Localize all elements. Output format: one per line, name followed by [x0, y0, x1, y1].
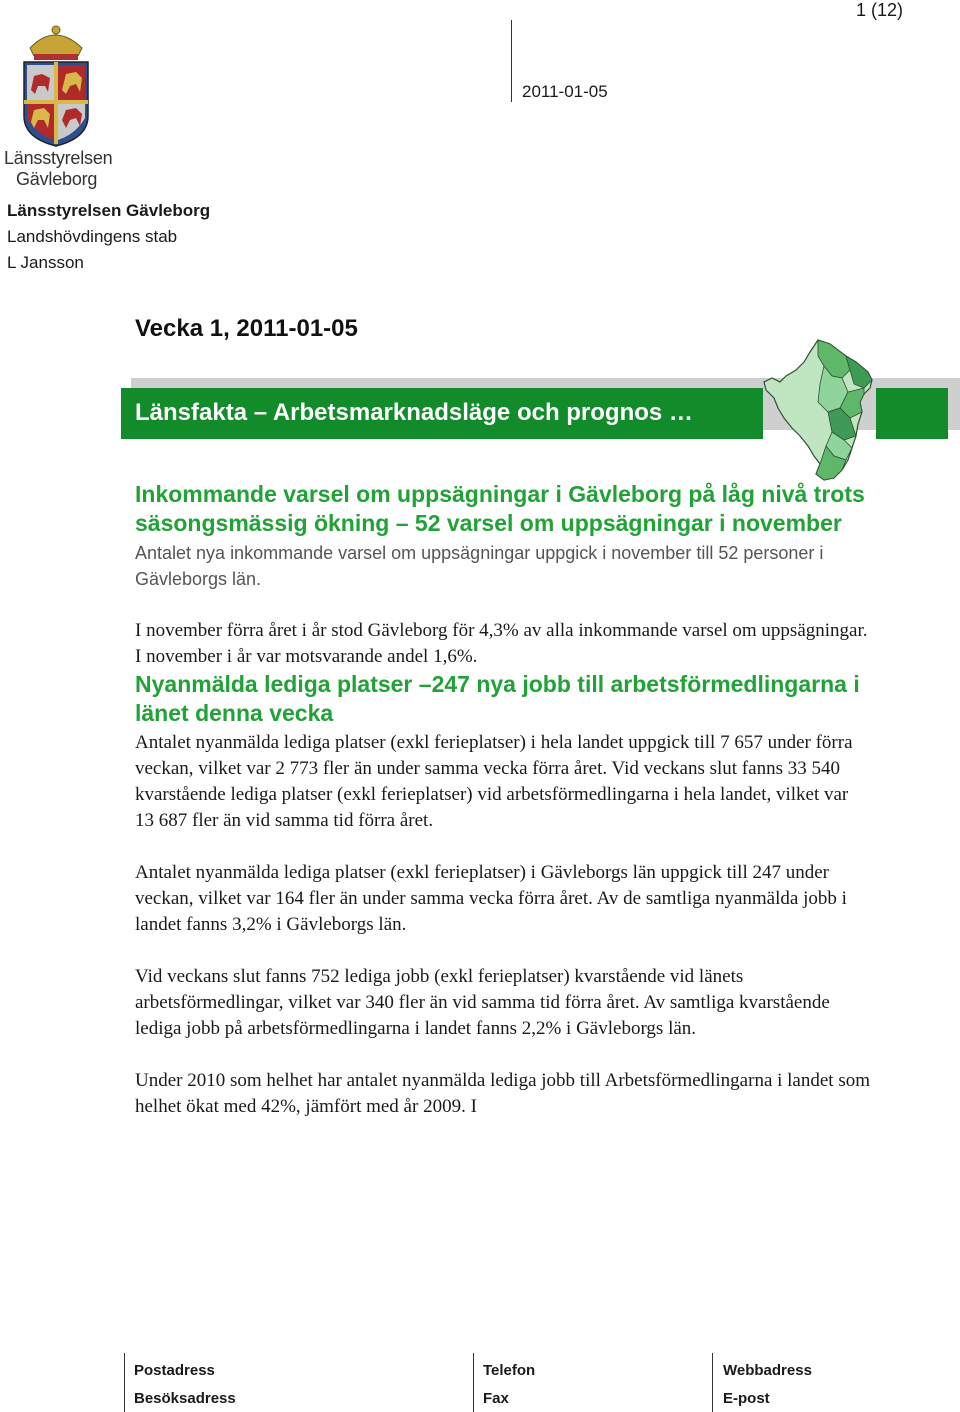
lansstyrelsen-logo	[0, 20, 120, 190]
footer-telefon-label: Telefon	[483, 1362, 536, 1379]
varsel-paragraph-2: I november förra året i år stod Gävleborg för 4,3% av alla inkommande varsel om uppsägningar. I november i år var motsvarande andel 1,6%.	[135, 620, 868, 667]
varsel-paragraph-1: Antalet nya inkommande varsel om uppsägningar uppgick i november till 52 personer i Gävleborgs län.	[135, 543, 824, 589]
document-date: 2011-01-05	[522, 82, 608, 101]
logo-wordmark-line2: Gävleborg	[16, 169, 98, 189]
section-heading-platser: Nyanmälda lediga platser –247 nya jobb till arbetsförmedlingarna i länet denna vecka	[135, 671, 860, 726]
footer-divider-1	[124, 1353, 125, 1412]
organization-name: Länsstyrelsen Gävleborg	[7, 201, 211, 220]
banner-bar-right	[876, 388, 948, 439]
document-title: Vecka 1, 2011-01-05	[135, 315, 358, 342]
logo-wordmark	[4, 148, 112, 190]
footer-epost-label: E-post	[723, 1390, 770, 1407]
platser-paragraph-1: Antalet nyanmälda lediga platser (exkl ferieplatser) i hela landet uppgick till 7 657 under förra veckan, vilket var 2 773 fler än under samma vecka förra året. Vid veckans slut fanns 33 540 kvarstående lediga platser (exkl ferieplatser) vid arbetsförmedlingarna i hela landet, vilket var 13 687 fler än vid samma tid förra året.	[135, 732, 853, 831]
logo-wordmark-line1: Länsstyrelsen	[4, 148, 113, 168]
platser-paragraph-2: Antalet nyanmälda lediga platser (exkl ferieplatser) i Gävleborgs län uppgick till 247 under veckan, vilket var 164 fler än under samma vecka förra året. Av de samtliga nyanmälda jobb i landet fanns 3,2% i Gävleborgs län.	[135, 862, 847, 935]
document-author: L Jansson	[7, 253, 84, 272]
platser-paragraph-3: Vid veckans slut fanns 752 lediga jobb (exkl ferieplatser) kvarstående vid länets arbetsförmedlingar, vilket var 340 fler än vid samma tid förra året. Av samtliga kvarstående lediga jobb på arbetsförmedlingarna i landet fanns 2,2% i Gävleborgs län.	[135, 966, 830, 1039]
section-heading-varsel: Inkommande varsel om uppsägningar i Gävleborg på låg nivå trots säsongsmässig ökning – 52 varsel om uppsägningar i november	[135, 481, 865, 536]
footer-webbadress-label: Webbadress	[723, 1362, 812, 1379]
date-divider	[511, 20, 512, 102]
page-number: 1 (12)	[856, 0, 904, 20]
footer-besoksadress-label: Besöksadress	[134, 1390, 236, 1407]
organization-department: Landshövdingens stab	[7, 227, 178, 246]
banner-title: Länsfakta – Arbetsmarknadsläge och prognos …	[135, 399, 693, 426]
footer-postadress-label: Postadress	[134, 1362, 215, 1379]
footer-fax-label: Fax	[483, 1390, 509, 1407]
platser-paragraph-4: Under 2010 som helhet har antalet nyanmälda lediga jobb till Arbetsförmedlingarna i landet som helhet ökat med 42%, jämfört med år 2009. I	[135, 1070, 870, 1117]
footer-divider-3	[712, 1353, 713, 1412]
main-content	[135, 480, 870, 1120]
footer-divider-2	[473, 1353, 474, 1412]
county-map-icon	[760, 336, 880, 481]
coat-of-arms-icon	[0, 20, 120, 148]
